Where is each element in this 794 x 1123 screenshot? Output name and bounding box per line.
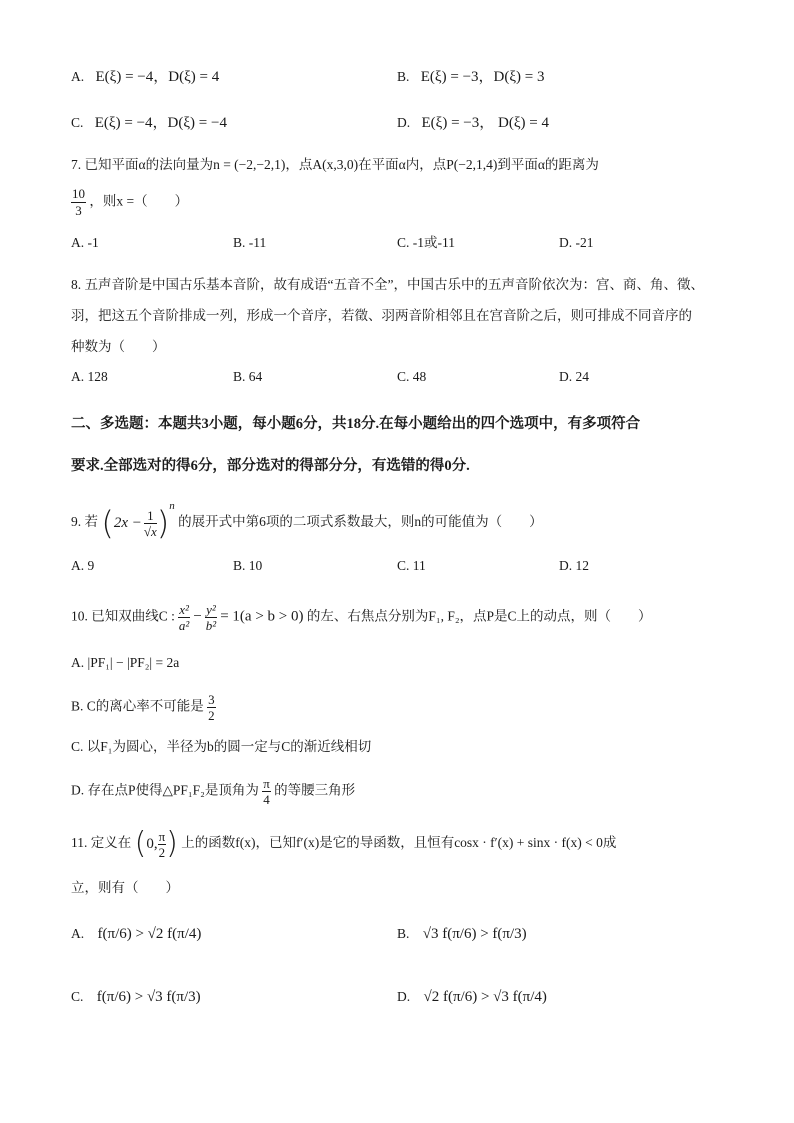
q10-option-d [71, 776, 355, 807]
q11-option-c-label: C. [71, 989, 84, 1004]
q7-stem-rest: ，则x =（ ） [89, 193, 189, 209]
q10-option-b-num: 3 [208, 692, 215, 707]
q8-option-b: B. 64 [233, 369, 263, 384]
q7-option-a: A. -1 [71, 235, 99, 250]
q10-option-c: C. 以F₁为圆心，半径为b的圆一定与C的渐近线相切 [71, 739, 372, 754]
q11-interval: (0, $\frac{\pi}{2}$ ) [134, 826, 178, 861]
q6-option-d-text: E(ξ) = −3， D(ξ) = 4 [421, 115, 549, 131]
q6-option-c [71, 113, 227, 133]
q9-option-c: C. 11 [397, 558, 426, 573]
q11-interval-left: 0, [146, 836, 158, 852]
q11-option-d [397, 987, 547, 1007]
q9-fraction [144, 508, 157, 539]
q8-stem-line3: 种数为（ ） [71, 339, 166, 354]
q11-option-c-text: f(π/6) > √3 f(π/3) [96, 989, 201, 1005]
section2-heading-line1: 二、多选题：本题共3小题，每小题6分，共18分.在每小题给出的四个选项中，有多项符合 [71, 416, 641, 432]
q8-stem-line2: 羽，把这五个音阶排成一列，形成一个音序，若徵、羽两音阶相邻且在宫音阶之后，则可排成不同音序的 [71, 308, 692, 323]
q10-frac1 [178, 602, 190, 633]
q11-stem-line2: 立，则有（ ） [71, 880, 179, 895]
q11-interval-fraction [158, 829, 167, 860]
q11-interval-den: 2 [158, 844, 166, 860]
q9-prefix: 9. 若 [71, 514, 98, 530]
q9-option-d: D. 12 [559, 558, 589, 573]
q10-option-b [71, 692, 216, 723]
q7-option-c: C. -1或-11 [397, 235, 455, 250]
q10-frac2-den: b² [205, 618, 217, 633]
q8-option-d: D. 24 [559, 369, 589, 384]
q7-option-b: B. -11 [233, 235, 267, 250]
q7-stem-line2 [71, 186, 188, 219]
q10-option-a: A. |PF₁| − |PF₂| = 2a [71, 655, 180, 670]
q9-suffix: 的展开式中第6项的二项式系数最大，则n的可能值为（ ） [178, 514, 543, 530]
q9-exponent: n [169, 499, 175, 512]
q10-minus: − [193, 608, 202, 625]
q6-option-a [71, 67, 219, 87]
q6-option-d-label: D. [397, 115, 411, 130]
q7-option-d: D. -21 [559, 235, 594, 250]
q10-frac2 [205, 602, 217, 633]
q9-stem [71, 499, 543, 542]
q7-stem-line1: 7. 已知平面α的法向量为n = (−2,−2,1)，点A(x,3,0)在平面α内，点P(−2,1,4)到平面α的距离为 [71, 157, 599, 172]
q8-option-c: C. 48 [397, 369, 427, 384]
q11-option-b-label: B. [397, 926, 410, 941]
q11-prefix: 11. 定义在 [71, 835, 132, 851]
q11-stem-line1 [71, 828, 616, 860]
q6-option-c-label: C. [71, 115, 84, 130]
q10-frac2-num: y² [206, 602, 216, 617]
q11-option-b-text: √3 f(π/6) > f(π/3) [422, 926, 527, 942]
q11-interval-num: π [158, 828, 166, 844]
q9-fraction-num: 1 [144, 508, 157, 524]
q10-option-b-text: B. C的离心率不可能是 [71, 698, 204, 714]
q10-option-d-text: D. 存在点P使得△PF₁F₂是顶角为 [71, 782, 259, 798]
q6-option-b [397, 67, 545, 87]
q10-option-d-rest: 的等腰三角形 [274, 782, 356, 798]
q7-fraction [71, 186, 86, 219]
section2-heading-line2: 要求.全部选对的得6分，部分选对的得部分分，有选错的得0分. [71, 458, 470, 474]
q10-option-b-den: 2 [208, 708, 215, 723]
q6-option-a-label: A. [71, 69, 85, 84]
q8-option-a: A. 128 [71, 369, 108, 384]
q7-fraction-den: 3 [75, 203, 82, 218]
q10-suffix: 的左、右焦点分别为F₁, F₂，点P是C上的动点，则（ ） [306, 608, 652, 624]
q9-option-a: A. 9 [71, 558, 95, 573]
q7-fraction-num: 10 [72, 186, 85, 201]
q6-option-d [397, 113, 549, 133]
q6-option-b-text: E(ξ) = −3，D(ξ) = 3 [420, 69, 545, 85]
q6-option-b-label: B. [397, 69, 410, 84]
q10-frac1-num: x² [179, 602, 189, 617]
q9-fraction-den: √x [143, 523, 157, 539]
q11-option-d-label: D. [397, 989, 411, 1004]
q10-stem [71, 602, 652, 633]
q6-option-a-text: E(ξ) = −4，D(ξ) = 4 [95, 69, 220, 85]
q11-stem-text: 上的函数f(x)，已知f′(x)是它的导函数，且恒有cosx · f′(x) + sinx · f(x) < 0成 [181, 835, 617, 851]
q9-option-b: B. 10 [233, 558, 263, 573]
q6-option-c-text: E(ξ) = −4，D(ξ) = −4 [94, 115, 227, 131]
q11-option-d-text: √2 f(π/6) > √3 f(π/4) [423, 989, 547, 1005]
q10-prefix: 10. 已知双曲线C : [71, 608, 175, 624]
q10-option-d-den: 4 [263, 792, 270, 807]
q11-option-a-text: f(π/6) > √2 f(π/4) [97, 926, 202, 942]
q11-option-c [71, 987, 201, 1007]
q10-equation-rest: = 1(a > b > 0) [220, 608, 304, 625]
q9-expr-left: 2x − [113, 515, 142, 531]
q10-option-b-fraction [207, 692, 216, 723]
q10-option-d-num: π [263, 776, 270, 791]
q8-stem-line1: 8. 五声音阶是中国古乐基本音阶，故有成语“五音不全”，中国古乐中的五声音阶依次为：宫、商、角、徵、 [71, 277, 704, 292]
q10-option-d-fraction [262, 776, 271, 807]
q11-option-b [397, 924, 527, 944]
q11-option-a [71, 924, 201, 944]
q11-option-a-label: A. [71, 926, 85, 941]
q9-binomial: (2x − $\frac{1}{√x}$ )$^n$ [101, 499, 175, 542]
q10-frac1-den: a² [178, 618, 190, 633]
